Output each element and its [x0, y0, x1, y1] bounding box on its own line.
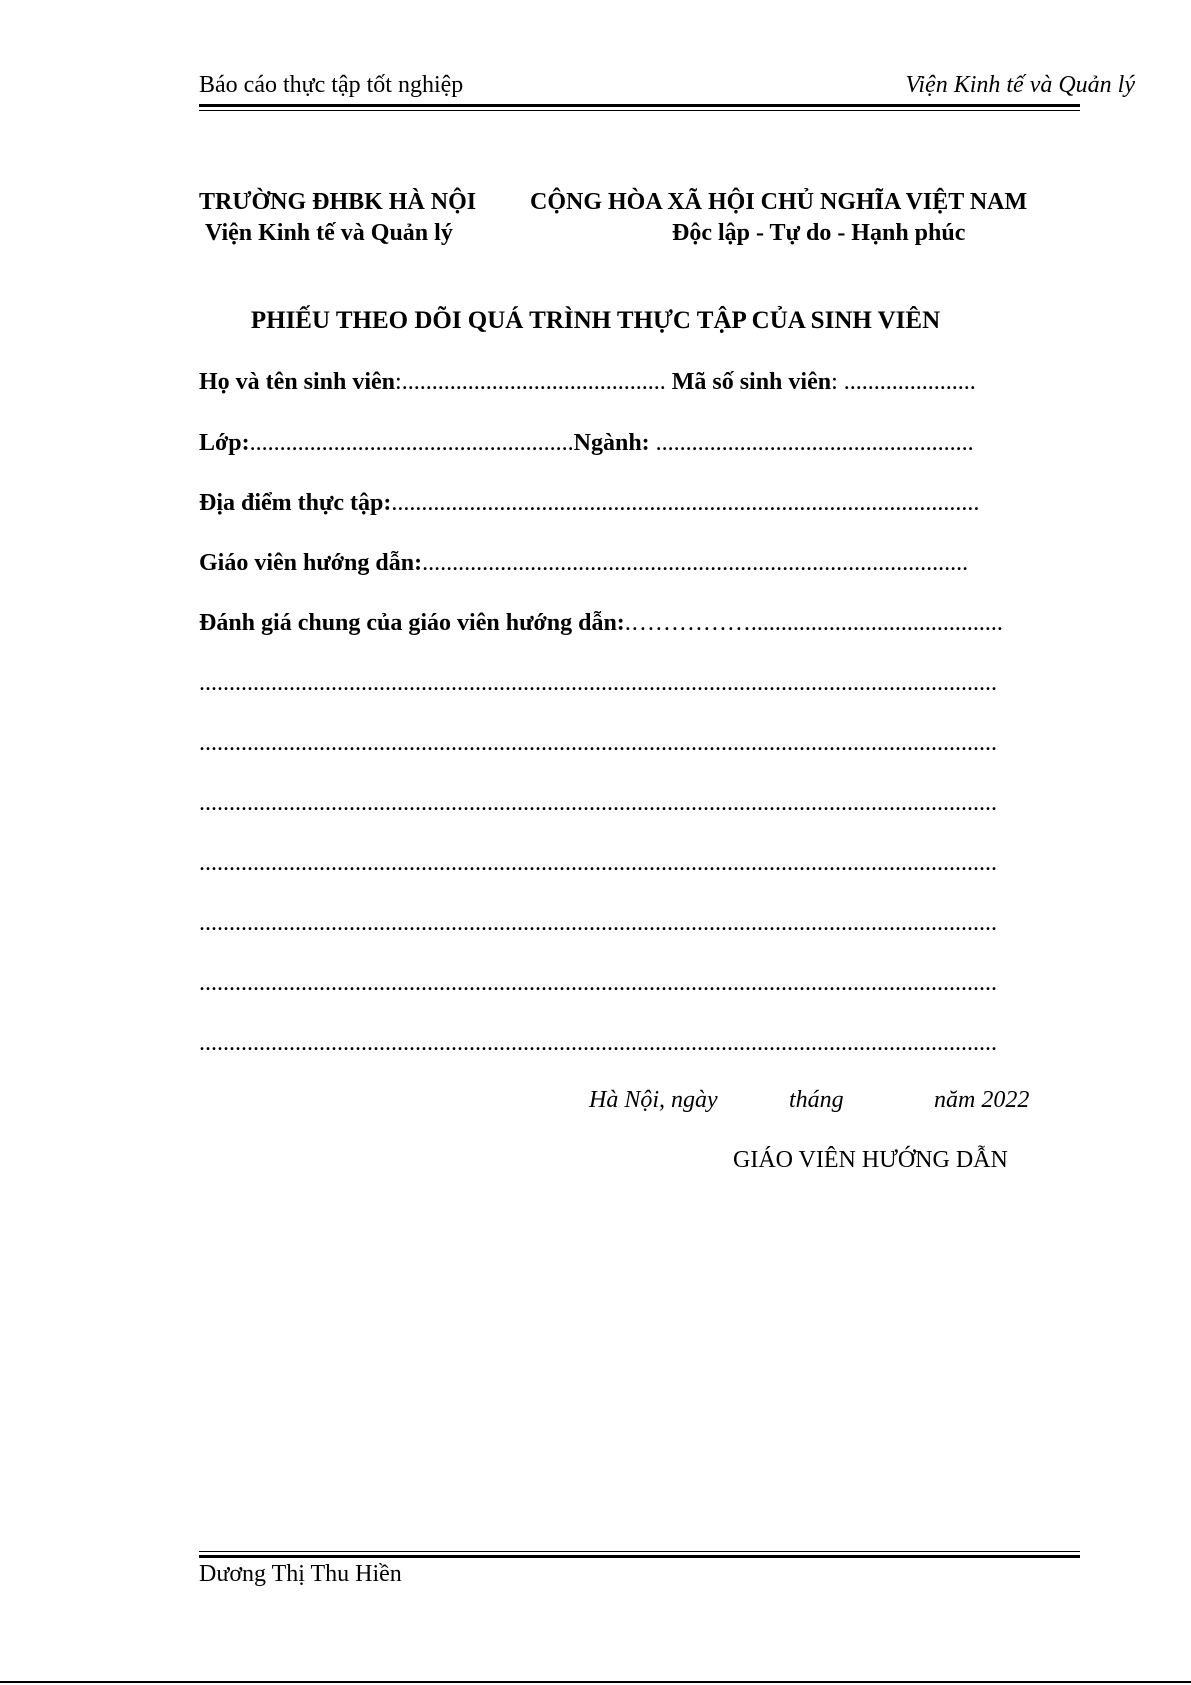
evaluation-label: Đánh giá chung của giáo viên hướng dẫn:	[199, 610, 625, 636]
supervisor-field[interactable]: ...........................................................................................	[422, 550, 969, 576]
evaluation-line[interactable]: .....................................................................................................................................	[199, 670, 997, 696]
major-label: Ngành:	[573, 430, 650, 456]
supervisor-row	[199, 550, 968, 577]
evaluation-line[interactable]: .....................................................................................................................................	[199, 970, 997, 996]
student-name-field[interactable]: :............................................	[395, 369, 666, 395]
place-date: Hà Nội, ngày	[589, 1087, 718, 1113]
page-header-left: Báo cáo thực tập tốt nghiệp	[199, 72, 464, 98]
school-name: TRƯỜNG ĐHBK HÀ NỘI	[199, 189, 477, 215]
major-field[interactable]: .....................................................	[649, 430, 974, 456]
location-label: Địa điểm thực tập:	[199, 490, 392, 516]
student-id-field[interactable]: : ......................	[831, 369, 976, 395]
evaluation-line[interactable]: .....................................................................................................................................	[199, 730, 997, 756]
class-field[interactable]: ......................................................	[249, 430, 574, 456]
header-rule-thick	[199, 104, 1080, 107]
republic-name: CỘNG HÒA XÃ HỘI CHỦ NGHĨA VIỆT NAM	[530, 189, 1028, 215]
national-motto: Độc lập - Tự do - Hạnh phúc	[672, 220, 966, 246]
class-label: Lớp:	[199, 430, 250, 456]
supervisor-label: Giáo viên hướng dẫn:	[199, 550, 423, 576]
form-title: PHIẾU THEO DÕI QUÁ TRÌNH THỰC TẬP CỦA SINH VIÊN	[250, 307, 941, 334]
class-major-row	[199, 430, 974, 457]
location-row	[199, 490, 979, 517]
date-year: năm 2022	[934, 1087, 1030, 1113]
footer-rule-thick	[199, 1555, 1080, 1558]
evaluation-row	[199, 610, 1003, 637]
date-month: tháng	[789, 1087, 844, 1113]
student-id-label: Mã số sinh viên	[665, 369, 832, 395]
page-bottom-edge	[0, 1681, 1191, 1683]
location-field[interactable]: ..................................................................................................	[391, 490, 980, 516]
student-name-label: Họ và tên sinh viên	[199, 369, 396, 395]
footer-rule-thin	[199, 1551, 1080, 1552]
evaluation-line[interactable]: .....................................................................................................................................	[199, 790, 997, 816]
header-rule-thin	[199, 110, 1080, 111]
page-header-right: Viện Kinh tế và Quản lý	[905, 72, 1135, 98]
evaluation-line[interactable]: .....................................................................................................................................	[199, 1030, 997, 1056]
footer-author: Dương Thị Thu Hiền	[199, 1561, 402, 1587]
signer-role: GIÁO VIÊN HƯỚNG DẪN	[733, 1147, 1008, 1173]
institute-name: Viện Kinh tế và Quản lý	[205, 220, 453, 246]
student-name-row	[199, 369, 976, 396]
evaluation-line[interactable]: .....................................................................................................................................	[199, 850, 997, 876]
evaluation-field[interactable]: .……………..........................................	[624, 610, 1003, 636]
evaluation-line[interactable]: .....................................................................................................................................	[199, 910, 997, 936]
